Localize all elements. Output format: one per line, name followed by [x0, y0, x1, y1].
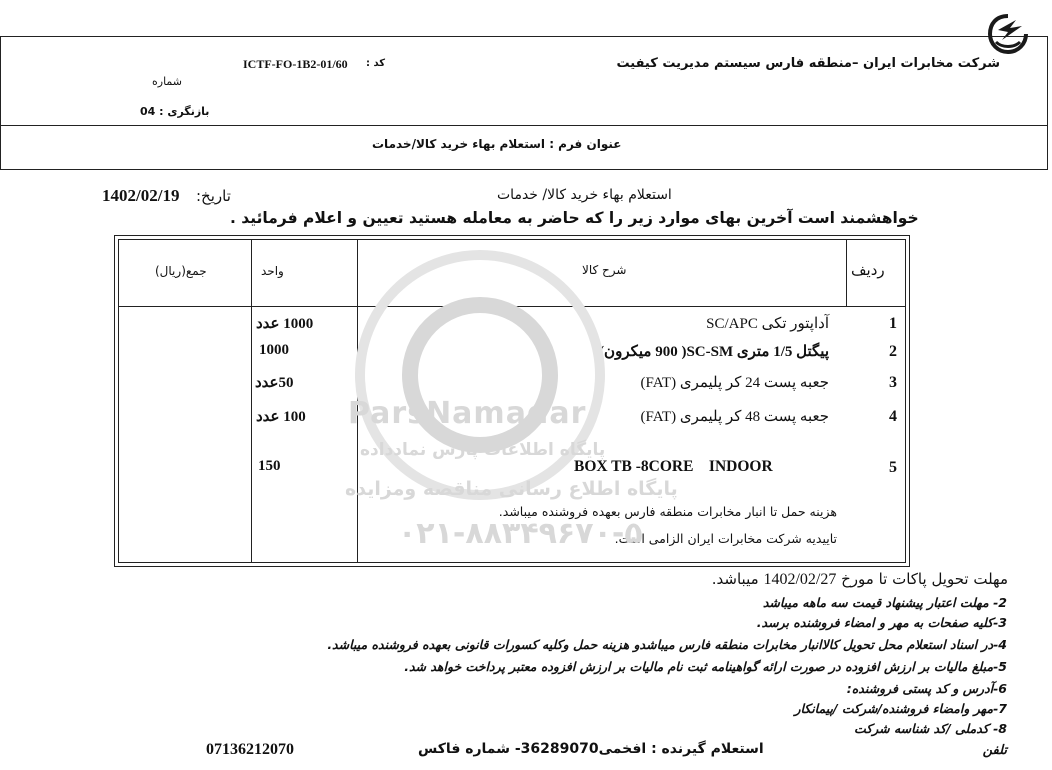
row-divider [119, 306, 906, 307]
item-unit: 50عدد [255, 375, 294, 391]
inquiry-subtitle: استعلام بهاء خرید کالا/ خدمات [497, 187, 672, 203]
code-value: ICTF-FO-1B2-01/60 [243, 57, 348, 71]
contact-info: استعلام گیرنده : افخمی36289070- شماره فاکس [418, 741, 764, 757]
table-note-shipping: هزینه حمل تا انبار مخابرات منطقه فارس بعهده فروشنده میباشد. [498, 504, 837, 519]
date-value: 1402/02/19 [102, 186, 180, 205]
company-name: شرکت مخابرات ایران –منطقه فارس سیستم مدیریت کیفیت [616, 56, 1000, 71]
row-number: 1 [889, 315, 897, 332]
note-validity: 2- مهلت اعتبار پیشنهاد قیمت سه ماهه میباشد [762, 595, 1007, 610]
item-unit: 150 [258, 458, 281, 474]
row-number: 4 [889, 408, 897, 425]
note-stamp: 3-کلیه صفحات به مهر و امضاء فروشنده برسد. [756, 615, 1007, 630]
deadline-date: 1402/02/27 [763, 571, 837, 588]
col-divider [357, 240, 358, 562]
table-note-approval: تاییدیه شرکت مخابرات ایران الزامی است. [614, 531, 837, 546]
item-unit: 1000 [259, 342, 289, 358]
watermark-phone: ۰۲۱-۸۸۳۴۹۶۷۰-۵ [398, 516, 643, 551]
revision-label: بازنگری : 04 [140, 105, 210, 118]
form-title: عنوان فرم : استعلام بهاء خرید کالا/خدمات [372, 137, 622, 151]
item-unit: 100 عدد [256, 409, 306, 425]
header-divider [1, 125, 1047, 126]
header-desc-col: شرح کالا [582, 263, 627, 277]
row-number: 5 [889, 459, 897, 476]
row-number: 3 [889, 374, 897, 391]
deadline-prefix: مهلت تحویل پاکات تا مورخ [841, 570, 1008, 588]
watermark-brand: ParsNamadar [348, 396, 587, 431]
date-label: تاریخ: [196, 187, 231, 205]
watermark-line1: پایگاه اطلاعات پارس نمادداده [360, 440, 606, 460]
note-delivery: 4-در اسناد استعلام محل تحویل کالاانبار مخابرات منطقه فارس میباشدو هزینه حمل وکلیه کسورات قانونی بعهده فروشنده میباشد. [327, 637, 1007, 652]
header-unit-col: واحد [261, 264, 284, 278]
note-address: 6-آدرس و کد پستی فروشنده: [846, 681, 1007, 696]
deadline-suffix: میباشد. [711, 570, 759, 588]
phone-label: تلفن [982, 743, 1007, 758]
note-seller-stamp: 7-مهر وامضاء فروشنده/شرکت /پیمانکار [794, 701, 1007, 716]
item-unit: 1000 عدد [256, 316, 314, 332]
header-row-col: ردیف [851, 261, 885, 279]
note-vat: 5-مبلغ مالیات بر ارزش افزوده در صورت ارائه گواهینامه ثبت نام مالیات بر ارزش افزوده معتبر پرداخت خواهد شد. [404, 659, 1007, 674]
header-total-col: جمع(ریال) [155, 264, 207, 278]
col-divider [251, 240, 252, 562]
request-text: خواهشمند است آخرین بهای موارد زیر را که حاضر به معامله هستید تعیین و اعلام فرمائید . [230, 209, 919, 227]
items-table [114, 235, 910, 567]
code-label: کد : [366, 58, 386, 69]
company-logo-icon [988, 14, 1028, 56]
item-description: جعبه پست 24 کر پلیمری (FAT) [640, 375, 829, 391]
col-divider [846, 240, 847, 306]
row-number: 2 [889, 343, 897, 360]
item-description: جعبه پست 48 کر پلیمری (FAT) [640, 409, 829, 425]
item-description: پیگتل 1/5 متری SC-SM( 900 میکرون) [599, 344, 829, 360]
deadline-line [712, 570, 1008, 589]
item-description: آداپتور تکی SC/APC [706, 316, 829, 332]
item-description: BOX TB -8CORE INDOOR [574, 458, 773, 475]
note-national-id: 8- کدملی /کد شناسه شرکت [854, 721, 1007, 736]
fax-number: 07136212070 [206, 741, 294, 758]
number-label: شماره [152, 75, 183, 88]
watermark-line2: پایگاه اطلاع رسانی مناقصه ومزایده [345, 478, 678, 500]
